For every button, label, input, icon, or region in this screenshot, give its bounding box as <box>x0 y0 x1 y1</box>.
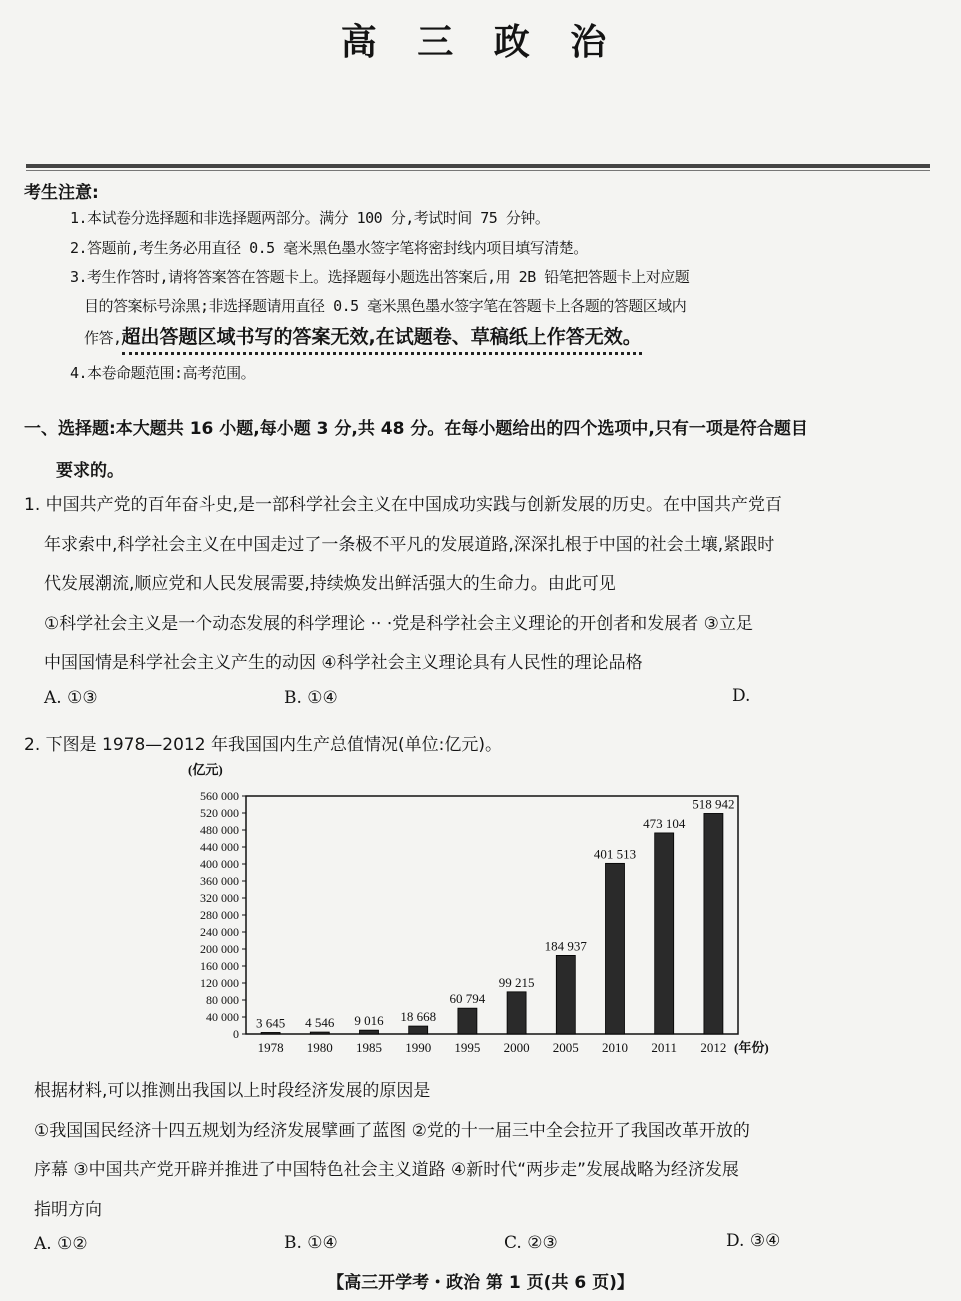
x-tick-label: 2000 <box>503 1040 530 1055</box>
gdp-bar <box>704 813 723 1034</box>
y-tick-label: 560 000 <box>200 789 239 803</box>
q2-option-a[interactable]: A. ①② <box>34 1234 88 1254</box>
gdp-bar-chart <box>170 758 790 1064</box>
y-tick-label: 120 000 <box>200 976 239 990</box>
gdp-bar <box>556 955 575 1034</box>
y-tick-label: 200 000 <box>200 942 239 956</box>
notice-item-2: 2.答题前,考生务必用直径 0.5 毫米黑色墨水签字笔将密封线内项目填写清楚。 <box>70 239 588 257</box>
gdp-bar <box>458 1008 477 1034</box>
bar-value-label: 184 937 <box>544 938 587 954</box>
y-tick-label: 240 000 <box>200 925 239 939</box>
gdp-bar <box>360 1030 379 1034</box>
header-rule <box>26 164 930 168</box>
gdp-bar <box>606 863 625 1034</box>
q1-option-d[interactable]: D. <box>732 686 751 706</box>
notice-emphasis: 超出答题区域书写的答案无效,在试题卷、草稿纸上作答无效。 <box>122 326 642 355</box>
q1-line-2: 年求索中,科学社会主义在中国走过了一条极不平凡的发展道路,深深扎根于中国的社会土壤,紧跟时 <box>44 535 775 555</box>
gdp-bar <box>261 1032 280 1034</box>
gdp-bar <box>655 833 674 1034</box>
y-tick-label: 0 <box>233 1027 239 1041</box>
y-tick-label: 320 000 <box>200 891 239 905</box>
y-tick-label: 80 000 <box>206 993 239 1007</box>
chart-y-label: (亿元) <box>188 762 223 777</box>
gdp-bar <box>310 1032 329 1034</box>
q1-line-1: 1. 中国共产党的百年奋斗史,是一部科学社会主义在中国成功实践与创新发展的历史。在中国共产党百 <box>24 495 783 515</box>
bar-value-label: 473 104 <box>643 815 686 831</box>
q2-after-3: 序幕 ③中国共产党开辟并推进了中国特色社会主义道路 ④新时代“两步走”发展战略为经济发展 <box>34 1160 739 1180</box>
x-tick-label: 2011 <box>651 1040 677 1055</box>
header-rule-thin <box>26 170 930 171</box>
q1-line-4: ①科学社会主义是一个动态发展的科学理论 ⋅⋅ ⋅党是科学社会主义理论的开创者和发展者 ③立足 <box>44 614 753 634</box>
x-tick-label: 1995 <box>454 1040 481 1055</box>
y-tick-label: 480 000 <box>200 823 239 837</box>
q2-stem: 2. 下图是 1978—2012 年我国国内生产总值情况(单位:亿元)。 <box>24 735 502 755</box>
notice-item-3: 3.考生作答时,请将答案答在答题卡上。选择题每小题选出答案后,用 2B 铅笔把答题卡上对应题 <box>70 268 690 286</box>
notice-item-3-tail: 作答, <box>84 329 122 347</box>
notice-heading: 考生注意: <box>24 183 99 203</box>
bar-value-label: 99 215 <box>498 974 535 990</box>
section-heading: 一、选择题:本大题共 16 小题,每小题 3 分,共 48 分。在每小题给出的四个选项中,只有一项是符合题目 <box>24 419 808 439</box>
chart-x-label: (年份) <box>734 1040 769 1055</box>
gdp-bar <box>409 1026 428 1034</box>
x-tick-label: 1978 <box>257 1040 284 1055</box>
notice-item-1: 1.本试卷分选择题和非选择题两部分。满分 100 分,考试时间 75 分钟。 <box>70 209 550 227</box>
q2-after-1: 根据材料,可以推测出我国以上时段经济发展的原因是 <box>34 1081 431 1101</box>
section-heading-cont: 要求的。 <box>56 461 124 481</box>
bar-value-label: 9 016 <box>354 1013 384 1029</box>
x-tick-label: 1980 <box>306 1040 333 1055</box>
x-tick-label: 2005 <box>552 1040 579 1055</box>
q1-option-b[interactable]: B. ①④ <box>284 688 338 708</box>
q2-option-d[interactable]: D. ③④ <box>726 1231 781 1251</box>
bar-value-label: 3 645 <box>255 1015 286 1031</box>
q2-after-2: ①我国国民经济十四五规划为经济发展擘画了蓝图 ②党的十一届三中全会拉开了我国改革开放的 <box>34 1121 750 1141</box>
x-tick-label: 2010 <box>602 1040 628 1055</box>
q2-option-b[interactable]: B. ①④ <box>284 1233 338 1253</box>
bar-value-label: 518 942 <box>692 796 735 812</box>
y-tick-label: 40 000 <box>206 1010 239 1024</box>
gdp-bar <box>507 992 526 1034</box>
bar-value-label: 18 668 <box>400 1009 437 1025</box>
y-tick-label: 360 000 <box>200 874 239 888</box>
bar-value-label: 401 513 <box>593 846 637 862</box>
notice-item-3-end <box>84 322 642 349</box>
x-tick-label: 1990 <box>405 1040 432 1055</box>
page-title: 高 三 政 治 <box>340 21 621 63</box>
q2-option-c[interactable]: C. ②③ <box>504 1233 558 1253</box>
y-tick-label: 440 000 <box>200 840 239 854</box>
bar-value-label: 60 794 <box>449 991 486 1007</box>
page-footer: 【高三开学考・政治 第 1 页(共 6 页)】 <box>327 1273 634 1293</box>
x-tick-label: 1985 <box>356 1040 382 1055</box>
y-tick-label: 520 000 <box>200 806 239 820</box>
q1-line-5: 中国国情是科学社会主义产生的动因 ④科学社会主义理论具有人民性的理论品格 <box>44 653 643 673</box>
q1-option-a[interactable]: A. ①③ <box>44 688 98 708</box>
bar-value-label: 4 546 <box>305 1015 335 1031</box>
notice-item-4: 4.本卷命题范围:高考范围。 <box>70 364 256 382</box>
notice-item-3-cont: 目的答案标号涂黑;非选择题请用直径 0.5 毫米黑色墨水签字笔在答题卡上各题的答题区域内 <box>84 297 687 315</box>
y-tick-label: 400 000 <box>200 857 239 871</box>
y-tick-label: 160 000 <box>200 959 239 973</box>
q2-after-4: 指明方向 <box>34 1200 102 1220</box>
x-tick-label: 2012 <box>700 1040 727 1055</box>
q1-line-3: 代发展潮流,顺应党和人民发展需要,持续焕发出鲜活强大的生命力。由此可见 <box>44 574 616 594</box>
y-tick-label: 280 000 <box>200 908 239 922</box>
